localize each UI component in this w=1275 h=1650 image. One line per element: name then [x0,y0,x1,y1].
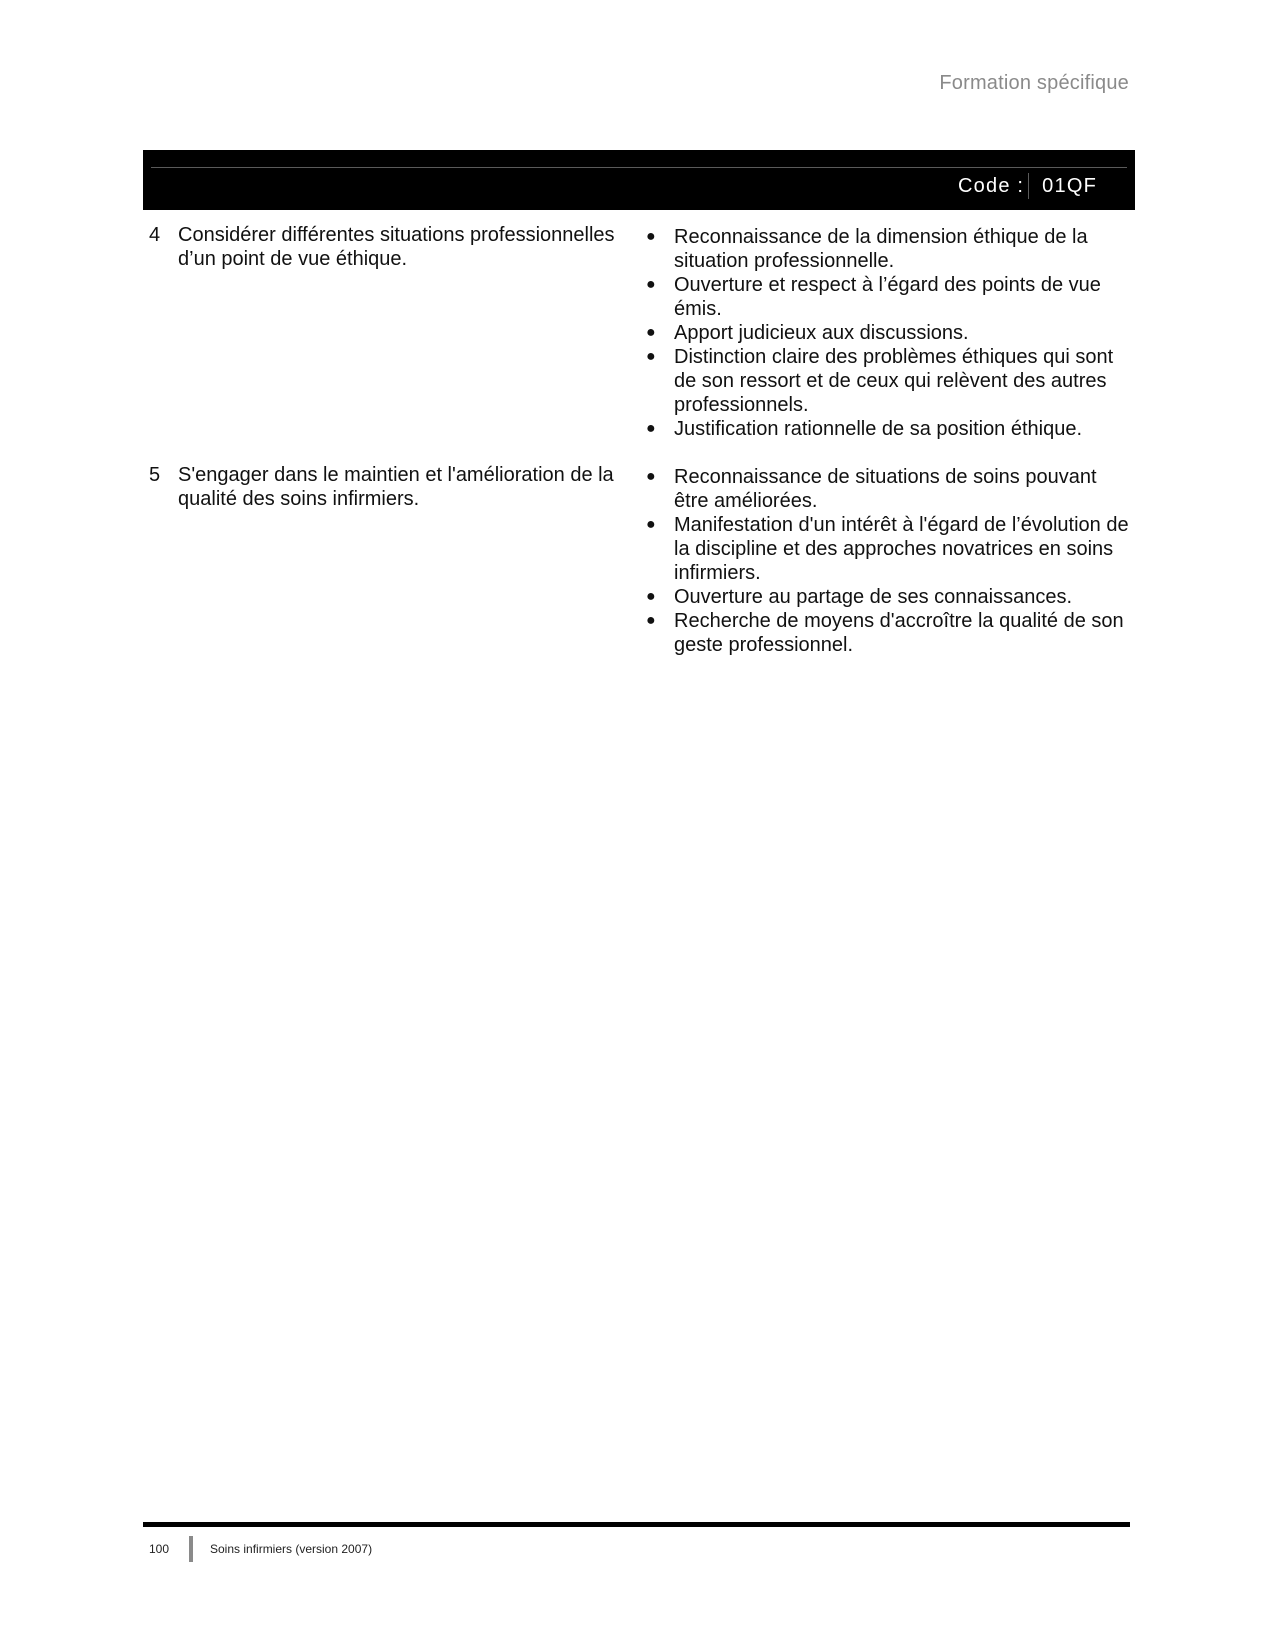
objectives-table [149,223,1135,679]
footer-separator [189,1536,193,1562]
code-value: 01QF [1042,174,1097,197]
objective-text: Considérer différentes situations professionnelles d’un point de vue éthique. [178,224,615,270]
bullet-icon: ● [646,588,656,605]
code-bar-rule [151,167,1127,168]
criteria-text: Justification rationnelle de sa position éthique. [674,418,1083,440]
criteria-item [639,225,1135,273]
course-code [958,170,1097,202]
footer-rule [143,1522,1130,1527]
objective-number: 4 [149,224,161,246]
code-bar [143,150,1135,210]
bullet-icon: ● [646,348,656,365]
criteria-item [639,345,1135,417]
criteria-cell [639,463,1135,657]
bullet-icon: ● [646,324,656,341]
criteria-text: Recherche de moyens d'accroître la qualité de son geste professionnel. [674,610,1124,656]
criteria-list [639,225,1135,441]
running-header-title: Formation spécifique [939,72,1129,94]
code-label: Code : [958,174,1025,197]
objective-text: S'engager dans le maintien et l'amélioration de la qualité des soins infirmiers. [178,464,614,510]
criteria-text: Ouverture au partage de ses connaissances. [674,586,1073,608]
criteria-text: Distinction claire des problèmes éthiques qui sont de son ressort et de ceux qui relèvent des autres professionnels. [674,346,1114,416]
objective-row-4 [149,223,1135,441]
bullet-icon: ● [646,516,656,533]
criteria-item [639,321,1135,345]
bullet-icon: ● [646,612,656,629]
criteria-item [639,273,1135,321]
bullet-icon: ● [646,276,656,293]
code-separator [1028,173,1029,199]
footer-document-title: Soins infirmiers (version 2007) [210,1542,373,1556]
objective-cell [149,223,639,441]
criteria-list [639,465,1135,657]
criteria-item [639,417,1135,441]
criteria-text: Apport judicieux aux discussions. [674,322,969,344]
page-footer [149,1535,372,1563]
criteria-text: Reconnaissance de la dimension éthique de la situation professionnelle. [674,226,1088,272]
criteria-item [639,585,1135,609]
criteria-cell [639,223,1135,441]
criteria-item [639,513,1135,585]
objective-number: 5 [149,464,161,486]
bullet-icon: ● [646,420,656,437]
bullet-icon: ● [646,468,656,485]
criteria-text: Ouverture et respect à l’égard des points de vue émis. [674,274,1101,320]
criteria-item [639,609,1135,657]
criteria-item [639,465,1135,513]
criteria-text: Reconnaissance de situations de soins pouvant être améliorées. [674,466,1097,512]
criteria-text: Manifestation d'un intérêt à l'égard de l’évolution de la discipline et des approches novatrices en soins infirmiers. [674,514,1129,584]
page-number: 100 [149,1542,170,1556]
bullet-icon: ● [646,228,656,245]
objective-row-5 [149,463,1135,657]
objective-cell [149,463,639,657]
